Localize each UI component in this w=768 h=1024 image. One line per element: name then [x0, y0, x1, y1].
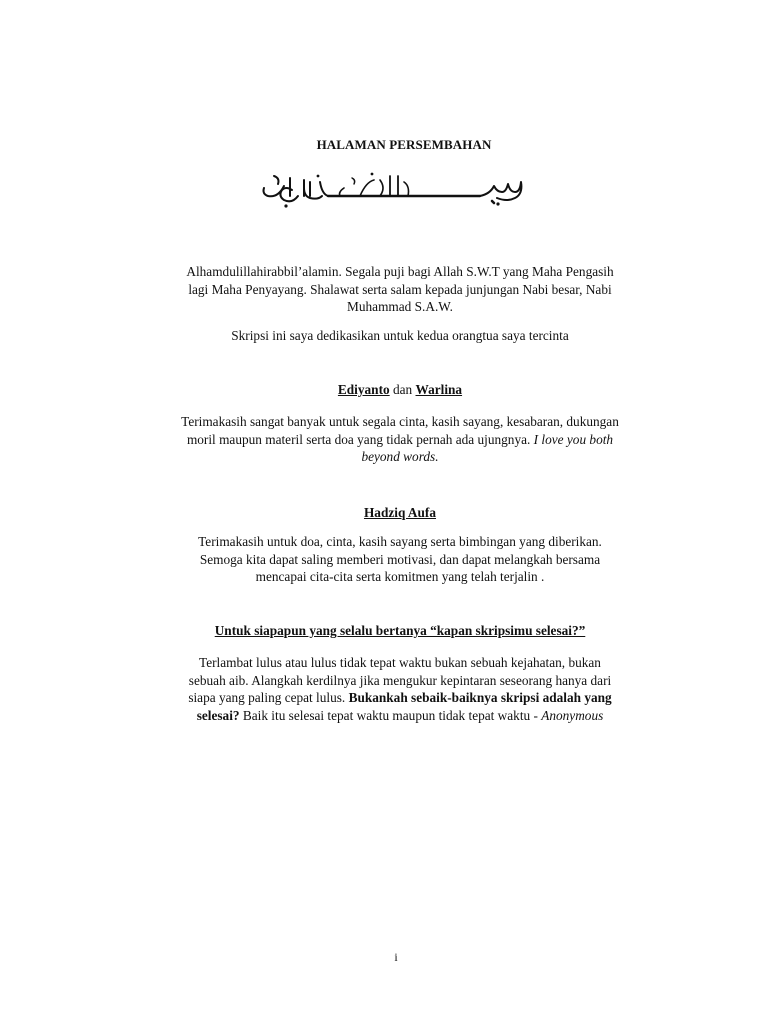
parents-line-1: Terimakasih sangat banyak untuk segala cinta, kasih sayang, kesabaran, dukungan	[181, 414, 619, 429]
basmala-calligraphy-image	[260, 168, 536, 214]
anyone-line-4-bold: selesai?	[196, 707, 240, 723]
hadziq-heading	[140, 505, 660, 521]
anyone-line-3-text: siapa yang paling cepat lulus.	[188, 690, 349, 705]
intro-line-3: Muhammad S.A.W.	[347, 299, 453, 314]
hadziq-paragraph	[140, 533, 660, 586]
intro-line-2: lagi Maha Penyayang. Shalawat serta salam kepada junjungan Nabi besar, Nabi	[188, 281, 612, 297]
parent-name-2: Warlina	[415, 382, 463, 397]
parents-heading	[140, 382, 660, 398]
anyone-line-4-italic: Anonymous	[541, 707, 604, 723]
parents-conjunction: dan	[389, 382, 416, 397]
anyone-line-3-bold: Bukankah sebaik-baiknya skripsi adalah yang	[348, 690, 612, 705]
hadziq-name: Hadziq Aufa	[363, 505, 437, 520]
intro-line-1: Alhamdulillahirabbil’alamin. Segala puji bagi Allah S.W.T yang Maha Pengasih	[186, 264, 614, 279]
anyone-heading-text: Untuk siapapun yang selalu bertanya “kapan skripsimu selesai?”	[214, 623, 586, 638]
anyone-line-4	[140, 707, 660, 725]
parent-name-1: Ediyanto	[337, 382, 390, 397]
page-number: i	[394, 950, 398, 964]
hadziq-line-1: Terimakasih untuk doa, cinta, kasih sayang serta bimbingan yang diberikan.	[198, 534, 602, 549]
hadziq-line-3: mencapai cita-cita serta komitmen yang telah terjalin .	[255, 569, 545, 584]
anyone-line-4-text: Baik itu selesai tepat waktu maupun tidak tepat waktu -	[239, 707, 542, 723]
anyone-heading	[140, 623, 660, 639]
anyone-line-1: Terlambat lulus atau lulus tidak tepat waktu bukan sebuah kejahatan, bukan	[199, 655, 601, 670]
dedication-text: Skripsi ini saya dedikasikan untuk kedua orangtua saya tercinta	[231, 328, 569, 343]
parents-line-3: beyond words.	[361, 449, 439, 464]
page-title: HALAMAN PERSEMBAHAN	[316, 137, 492, 152]
anyone-paragraph	[140, 654, 660, 724]
parents-paragraph	[140, 413, 660, 466]
anyone-line-2: sebuah aib. Alangkah kerdilnya jika mengukur kepintaran seseorang hanya dari	[188, 672, 612, 688]
parents-line-2-italic: I love you both	[533, 431, 614, 447]
anyone-line-3	[140, 689, 660, 707]
parents-line-2	[140, 431, 660, 449]
parents-line-2-text: moril maupun materil serta doa yang tidak pernah ada ujungnya.	[186, 431, 534, 447]
intro-paragraph	[140, 263, 660, 316]
hadziq-line-2: Semoga kita dapat saling memberi motivasi, dan dapat melangkah bersama	[199, 551, 601, 567]
